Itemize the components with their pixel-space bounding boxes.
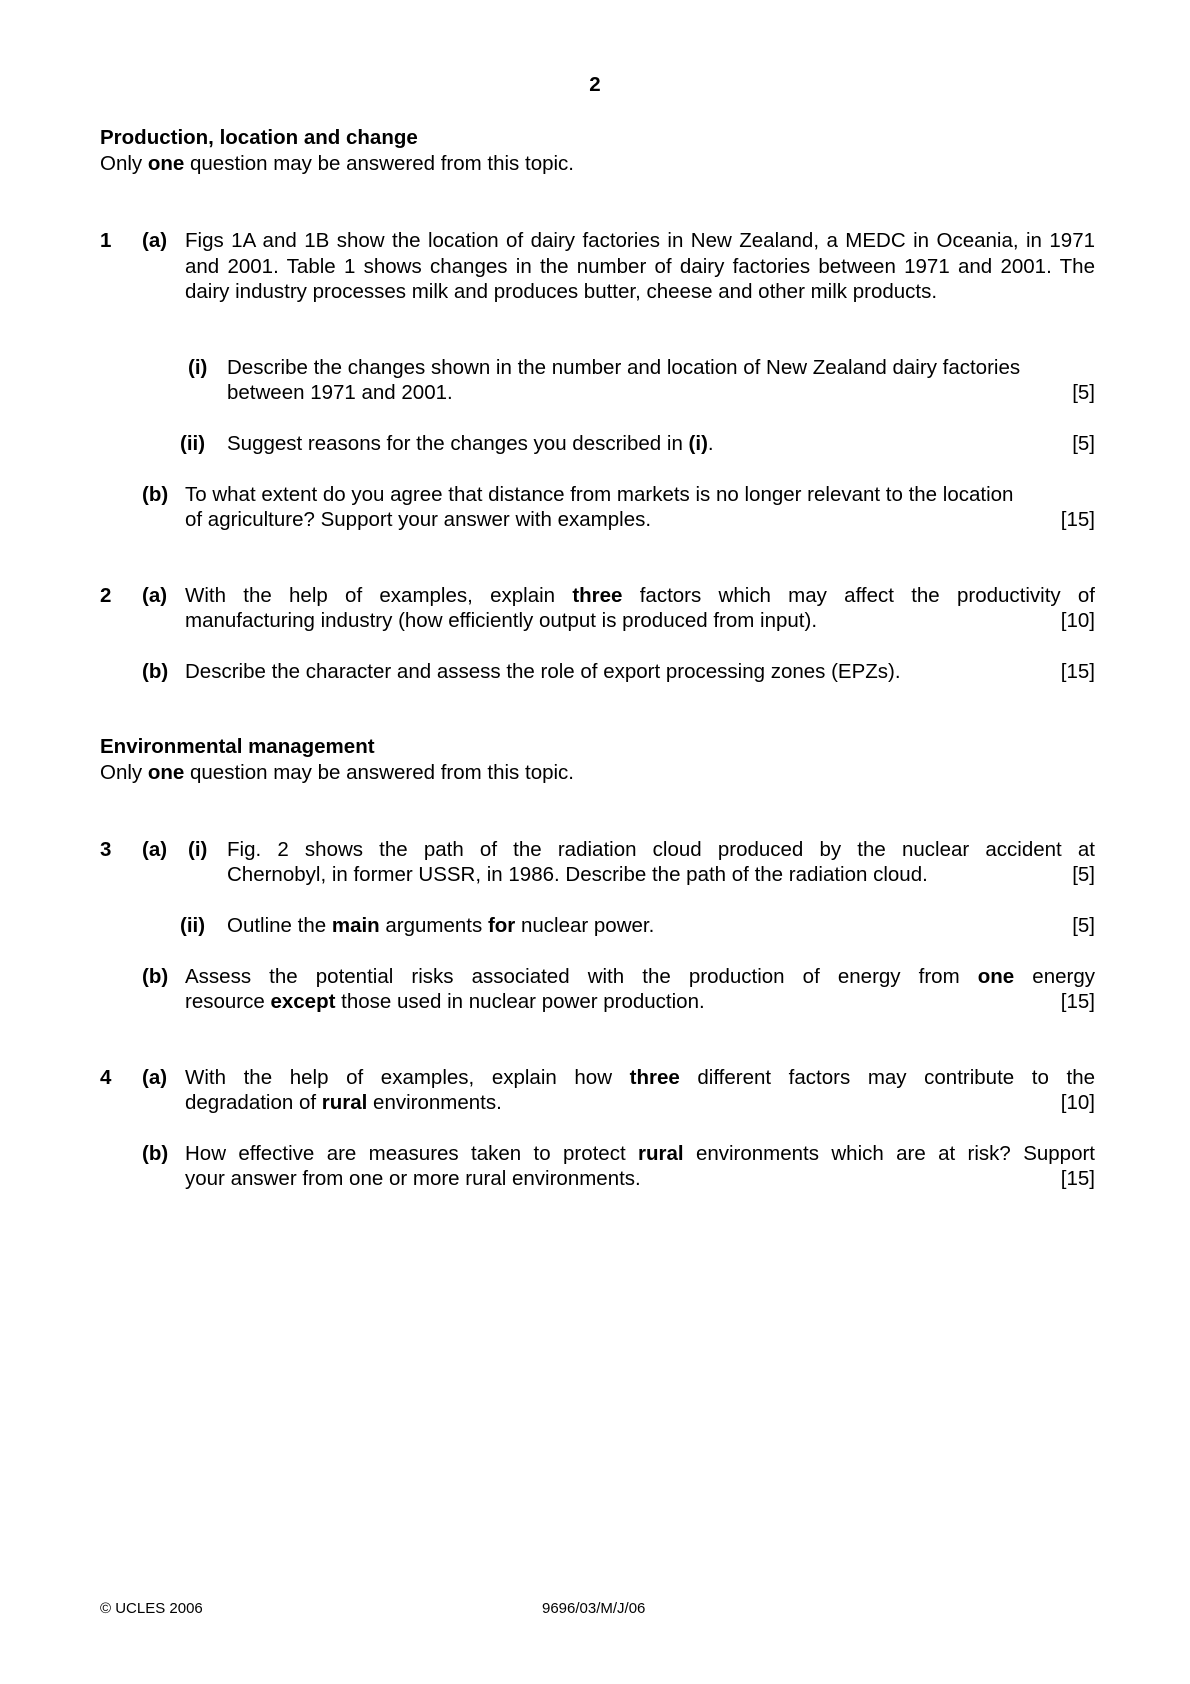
question-3aii-text: Outline the main arguments for nuclear power. [227,914,655,937]
question-2a-mark: [10] [1060,609,1095,632]
section-instruction-production: Only one question may be answered from this topic. [100,152,575,175]
section-instruction-environmental: Only one question may be answered from this topic. [100,761,575,784]
question-1a-label: (a) [142,229,168,252]
question-2b-label: (b) [142,660,169,683]
question-1aii-mark: [5] [1072,432,1095,455]
question-1b-text-end: of agriculture? Support your answer with examples. [185,508,652,531]
question-3-number: 3 [100,838,112,861]
question-4b-text-end: your answer from one or more rural environments. [185,1167,641,1190]
question-1ai-mark: [5] [1072,381,1095,404]
question-1ai-label: (i) [188,356,208,379]
question-1ai-text: Describe the changes shown in the number and location of New Zealand dairy factories [227,356,1021,379]
question-3ai-label: (i) [188,838,208,861]
question-4b-mark: [15] [1060,1167,1095,1190]
section-title-production: Production, location and change [100,126,418,149]
question-3a-label: (a) [142,838,168,861]
question-2a-text: With the help of examples, explain three factors which may affect the productivity of [185,584,1096,607]
question-1ai-text-end: between 1971 and 2001. [227,381,453,404]
question-1aii-text: Suggest reasons for the changes you described in (i). [227,432,714,455]
page-number: 2 [589,73,601,96]
question-2-number: 2 [100,584,112,607]
question-4b-text: How effective are measures taken to protect rural environments which are at risk? Support [185,1142,1095,1165]
question-1-number: 1 [100,229,112,252]
footer-copyright: © UCLES 2006 [100,1600,203,1617]
question-4a-text: With the help of examples, explain how three different factors may contribute to the [185,1066,1095,1089]
question-4a-mark: [10] [1060,1091,1095,1114]
question-3b-mark: [15] [1060,990,1095,1013]
question-3ai-text-end: Chernobyl, in former USSR, in 1986. Describe the path of the radiation cloud. [227,863,928,886]
section-title-environmental: Environmental management [100,735,375,758]
question-1b-label: (b) [142,483,169,506]
question-2a-label: (a) [142,584,168,607]
question-2b-mark: [15] [1060,660,1095,683]
question-1a-text: Figs 1A and 1B show the location of dairy factories in New Zealand, a MEDC in Oceania, in 1971 and 2001. Table 1 shows changes in the number of dairy factories between 1971 and 2001. The dairy industry processes milk and produces butter, cheese and other milk products. [185,229,1095,304]
question-4-number: 4 [100,1066,112,1089]
question-3ai-text: Fig. 2 shows the path of the radiation cloud produced by the nuclear accident at [227,838,1095,861]
question-3aii-label: (ii) [180,914,206,937]
question-3b-text: Assess the potential risks associated with the production of energy from one energy [185,965,1095,988]
question-4b-label: (b) [142,1142,169,1165]
question-3aii-mark: [5] [1072,914,1095,937]
question-4a-text-end: degradation of rural environments. [185,1091,502,1114]
question-1b-text: To what extent do you agree that distance from markets is no longer relevant to the location [185,483,1014,506]
question-3b-text-end: resource except those used in nuclear power production. [185,990,705,1013]
question-2a-text-end: manufacturing industry (how efficiently output is produced from input). [185,609,818,632]
question-3ai-mark: [5] [1072,863,1095,886]
question-3b-label: (b) [142,965,169,988]
question-4a-label: (a) [142,1066,168,1089]
question-1aii-label: (ii) [180,432,206,455]
question-2b-text: Describe the character and assess the role of export processing zones (EPZs). [185,660,901,683]
question-1b-mark: [15] [1060,508,1095,531]
footer-paper-code: 9696/03/M/J/06 [542,1600,646,1617]
